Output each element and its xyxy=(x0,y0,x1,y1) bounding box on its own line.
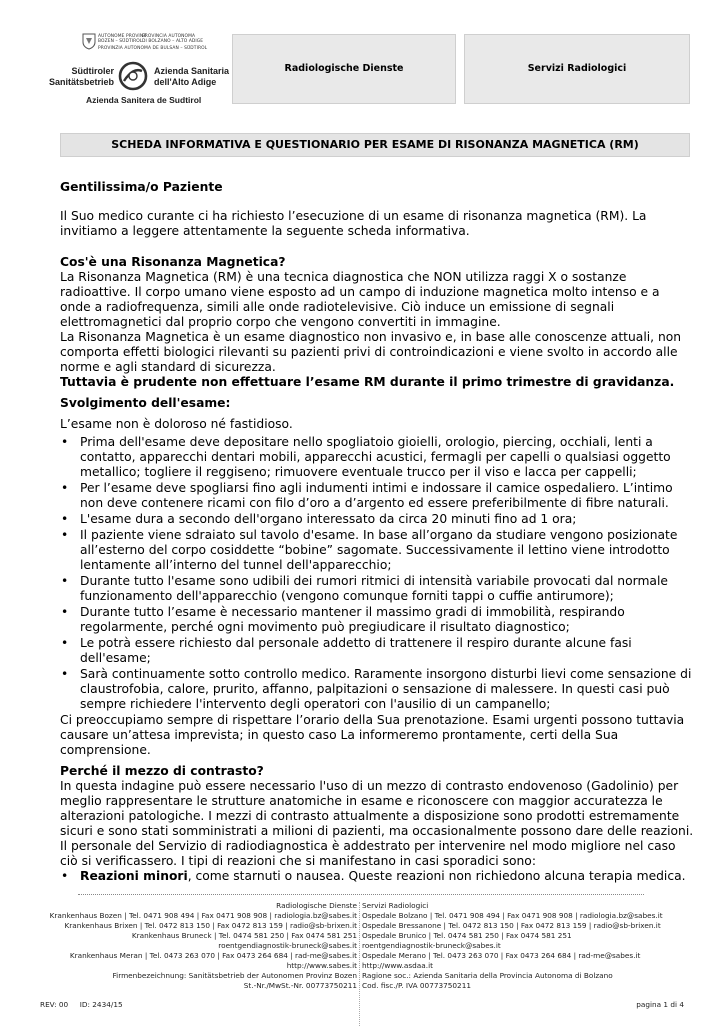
footer-line: Radiologische Dienste xyxy=(276,901,357,910)
health-agency-emblem-icon xyxy=(118,61,148,91)
document-body xyxy=(60,178,694,885)
pregnancy-warning: Tuttavia è prudente non effettuare l’esame RM durante il primo trimestre di gravidanza. xyxy=(60,375,675,389)
footer-line: http://www.sabes.it xyxy=(286,961,357,970)
list-item: • Durante tutto l'esame sono udibili dei rumori ritmici di intensità variabile provocati dal normale funzionamento dell'apparecchio (vengono comunque forniti tappi o cuffie antirumore); xyxy=(60,574,694,604)
province-de-line2: BOZEN – SÜDTIROL xyxy=(98,39,143,44)
footer-line: roentgendiagnostik-bruneck@sabes.it xyxy=(218,941,357,950)
footer-column-divider xyxy=(359,902,360,1026)
footer-line: http://www.asdaa.it xyxy=(362,961,433,970)
page-number: pagina 1 di 4 xyxy=(636,1000,684,1009)
section-heading-what: Cos'è una Risonanza Magnetica? xyxy=(60,255,286,269)
footer-line: Firmenbezeichnung: Sanitätsbetrieb der Autonomen Provinz Bozen xyxy=(112,971,357,980)
header-label-de: Radiologische Dienste xyxy=(284,63,404,74)
footer-divider xyxy=(78,894,644,895)
footer-right-contacts xyxy=(362,901,663,991)
company-name-de-2: Sanitätsbetrieb xyxy=(48,77,114,87)
procedure-list xyxy=(60,435,694,712)
contrast-paragraph: In questa indagine può essere necessario l'uso di un mezzo di contrasto endovenoso (Gadolinio) per meglio rappresentare le strutture anatomiche in esame e riconoscere con maggior accuratezza le alterazioni patologiche. I mezzi di contrasto attualmente a disposizione sono prodotti estremamente sicuri e sono stati somministrati a milioni di pazienti, ma occasionalmente possono dare delle reazioni. Il personale del Servizio di radiodiagnostica è addestrato per intervenire nel modo migliore nel caso ciò si verificassero. I tipi di reazioni che si manifestano in casi sporadici sono: xyxy=(60,779,694,868)
footer-line: Ospedale Bressanone | Tel. 0472 813 150 | Fax 0472 813 159 | radio@sb-brixen.it xyxy=(362,921,661,930)
footer-line: Ospedale Merano | Tel. 0473 263 070 | Fax 0473 264 684 | rad-me@sabes.it xyxy=(362,951,641,960)
list-item: • Prima dell'esame deve depositare nello spogliatoio gioielli, orologio, piercing, occhiali, lenti a contatto, apparecchi dentari mobili, apparecchi acustici, fermagli per capelli o qualsiasi oggetto metallico; togliere il reggiseno; rimuovere eventuale trucco per il viso e lacca per cappelli; xyxy=(60,435,694,480)
province-it-line1: PROVINCIA AUTONOMA xyxy=(142,34,196,39)
header-box-it xyxy=(464,34,690,104)
footer-line: Servizi Radiologici xyxy=(362,901,429,910)
footer-line: Cod. fisc./P. IVA 00773750211 xyxy=(362,981,471,990)
footer-line: St.-Nr./MwSt.-Nr. 00773750211 xyxy=(243,981,357,990)
section-heading-procedure: Svolgimento dell'esame: xyxy=(60,396,231,410)
what-paragraph-1: La Risonanza Magnetica (RM) è una tecnica diagnostica che NON utilizza raggi X o sostanze radioattive. Il corpo umano viene esposto ad un campo di induzione magnetica molto intenso e a onde a radiofrequenza, simili alle onde radiotelevisive. Ciò induce un emissione di segnali elettromagnetici dal proprio corpo che vengono convertiti in immagine. xyxy=(60,270,660,329)
company-name-ld: Azienda Sanitera de Sudtirol xyxy=(86,95,202,105)
schedule-note: Ci preoccupiamo sempre di rispettare l’orario della Sua prenotazione. Esami urgenti possono tuttavia causare un’attesa imprevista; in questo caso La informeremo prontamente, certi della Sua comprensione. xyxy=(60,713,685,757)
list-item: • Le potrà essere richiesto dal personale addetto di trattenere il respiro durante alcune fasi dell'esame; xyxy=(60,636,694,666)
company-name-it-1: Azienda Sanitaria xyxy=(154,66,230,76)
reaction-type: Reazioni minori xyxy=(80,869,188,883)
footer-left-contacts xyxy=(50,901,357,991)
header-label-it: Servizi Radiologici xyxy=(527,63,627,74)
procedure-intro: L’esame non è doloroso né fastidioso. xyxy=(60,417,293,431)
company-name-it-2: dell'Alto Adige xyxy=(154,77,217,87)
footer-line: Krankenhaus Bruneck | Tel. 0474 581 250 | Fax 0474 581 251 xyxy=(131,931,357,940)
list-item: • Durante tutto l’esame è necessario mantener il massimo gradi di immobilità, respirando regolarmente, perché ogni movimento può pregiudicare il risultato diagnostico; xyxy=(60,605,694,635)
footer-line: roentgendiagnostik-bruneck@sabes.it xyxy=(362,941,501,950)
footer-line: Ospedale Bolzano | Tel. 0471 908 494 | Fax 0471 908 908 | radiologia.bz@sabes.it xyxy=(362,911,663,920)
greeting: Gentilissima/o Paziente xyxy=(60,180,223,194)
what-paragraph-2: La Risonanza Magnetica è un esame diagnostico non invasivo e, in base alle conoscenze attuali, non comporta effetti biologici rilevanti su pazienti privi di controindicazioni e viene svolto in accordo alle norme e agli standard di sicurezza. xyxy=(60,330,682,374)
province-it-line2: DI BOLZANO – ALTO ADIGE xyxy=(142,39,204,44)
footer-line: Krankenhaus Brixen | Tel. 0472 813 150 | Fax 0472 813 159 | radio@sb-brixen.it xyxy=(64,921,357,930)
footer-line: Krankenhaus Bozen | Tel. 0471 908 494 | Fax 0471 908 908 | radiologia.bz@sabes.it xyxy=(49,911,357,920)
header-box-de xyxy=(232,34,456,104)
revision-id: REV: 00 ID: 2434/15 xyxy=(40,1000,123,1009)
footer-line: Krankenhaus Meran | Tel. 0473 263 070 | Fax 0473 264 684 | rad-me@sabes.it xyxy=(69,951,357,960)
footer-line: Ragione soc.: Azienda Sanitaria della Provincia Autonoma di Bolzano xyxy=(362,971,613,980)
company-name-de-1: Südtiroler xyxy=(71,66,114,76)
list-item: • L'esame dura a secondo dell'organo interessato da circa 20 minuti fino ad 1 ora; xyxy=(60,512,694,527)
list-item: • Il paziente viene sdraiato sul tavolo d'esame. In base all’organo da studiare vengono posizionate all’esterno del corpo cosiddette “bobine” sagomate. Successivamente il lettino viene introdotto lentamente all’interno del tunnel dell'apparecchio; xyxy=(60,528,694,573)
reactions-list xyxy=(60,869,694,884)
province-de-line1: AUTONOME PROVINZ xyxy=(98,34,147,39)
section-heading-contrast: Perché il mezzo di contrasto? xyxy=(60,764,264,778)
list-item: • Per l’esame deve spogliarsi fino agli indumenti intimi e indossare il camice ospedaliero. L’intimo non deve contenere ricami con filo d’oro a d’argento ed essere preferibilmente di fibre naturali. xyxy=(60,481,694,511)
organization-logo xyxy=(48,30,230,110)
footer-line: Ospedale Brunico | Tel. 0474 581 250 | Fax 0474 581 251 xyxy=(362,931,572,940)
document-title: SCHEDA INFORMATIVA E QUESTIONARIO PER ESAME DI RISONANZA MAGNETICA (RM) xyxy=(60,133,690,157)
list-item xyxy=(60,869,694,884)
intro-paragraph: Il Suo medico curante ci ha richiesto l’esecuzione di un esame di risonanza magnetica (RM). La invitiamo a leggere attentamente la seguente scheda informativa. xyxy=(60,209,647,238)
list-item: • Sarà continuamente sotto controllo medico. Raramente insorgono disturbi lievi come sensazione di claustrofobia, calore, prurito, affanno, palpitazioni o sensazione di malessere. In questi casi può sempre richiedere l'intervento degli operatori con l'ausilio di un campanello; xyxy=(60,667,694,712)
province-ld-line: PROVINZIA AUTONOMA DE BULSAN – SÜDTIROL xyxy=(98,46,208,51)
reaction-description: , come starnuti o nausea. Queste reazioni non richiedono alcuna terapia medica. xyxy=(187,869,686,883)
coat-of-arms-icon xyxy=(82,33,96,50)
